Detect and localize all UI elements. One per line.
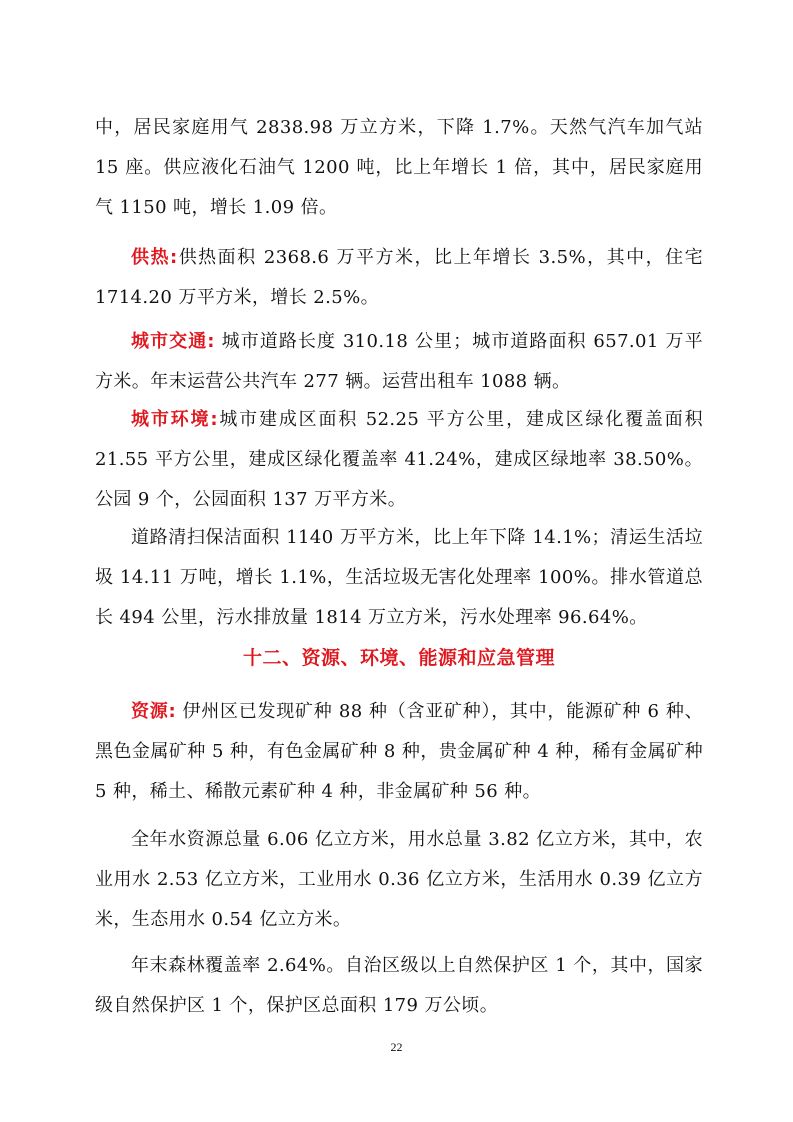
water-text: 全年水资源总量 6.06 亿立方米，用水总量 3.82 亿立方米，其中，农业用水 2.53 亿立方米，工业用水 0.36 亿立方米，生活用水 0.39 亿立方米，生态用水 0.54 亿立方米。 bbox=[95, 829, 703, 930]
forest-text: 年末森林覆盖率 2.64%。自治区级以上自然保护区 1 个，其中，国家级自然保护区 1 个，保护区总面积 179 万公顷。 bbox=[95, 955, 703, 1016]
resources-text: 伊州区已发现矿种 88 种（含亚矿种），其中，能源矿种 6 种、黑色金属矿种 5 种，有色金属矿种 8 种，贵金属矿种 4 种，稀有金属矿种 5 种，稀土、稀散元素矿种 4 种，非金属矿种 56 种。 bbox=[95, 701, 703, 802]
forest-paragraph bbox=[95, 946, 703, 1026]
gas-supply-text: 中，居民家庭用气 2838.98 万立方米，下降 1.7%。天然气汽车加气站 15 座。供应液化石油气 1200 吨，比上年增长 1 倍，其中，居民家庭用气 1150 吨，增长 1.09 倍。 bbox=[95, 117, 703, 218]
gas-supply-paragraph bbox=[95, 108, 703, 228]
traffic-label: 城市交通: bbox=[131, 331, 215, 352]
environment-text: 城市建成区面积 52.25 平方公里，建成区绿化覆盖面积 21.55 平方公里，建成区绿化覆盖率 41.24%，建成区绿地率 38.50%。公园 9 个，公园面积 137 万平方米。 bbox=[95, 409, 703, 510]
traffic-text: 城市道路长度 310.18 公里；城市道路面积 657.01 万平方米。年末运营公共汽车 277 辆。运营出租车 1088 辆。 bbox=[95, 331, 703, 392]
cleaning-paragraph bbox=[95, 518, 703, 638]
heating-paragraph bbox=[95, 238, 703, 318]
traffic-paragraph bbox=[95, 322, 703, 402]
resources-paragraph bbox=[95, 692, 703, 812]
heating-text: 供热面积 2368.6 万平方米，比上年增长 3.5%，其中，住宅 1714.20 万平方米，增长 2.5%。 bbox=[95, 247, 703, 308]
resources-label: 资源: bbox=[131, 701, 177, 722]
environment-paragraph bbox=[95, 400, 703, 520]
environment-label: 城市环境: bbox=[131, 409, 218, 430]
section-heading: 十二、资源、环境、能源和应急管理 bbox=[242, 647, 555, 669]
heating-label: 供热: bbox=[131, 247, 178, 268]
page-number: 22 bbox=[390, 1040, 403, 1054]
cleaning-text: 道路清扫保洁面积 1140 万平方米，比上年下降 14.1%；清运生活垃圾 14.11 万吨，增长 1.1%，生活垃圾无害化处理率 100%。排水管道总长 494 公里，污水排放量 1814 万立方米，污水处理率 96.64%。 bbox=[95, 527, 703, 628]
water-paragraph bbox=[95, 820, 703, 940]
